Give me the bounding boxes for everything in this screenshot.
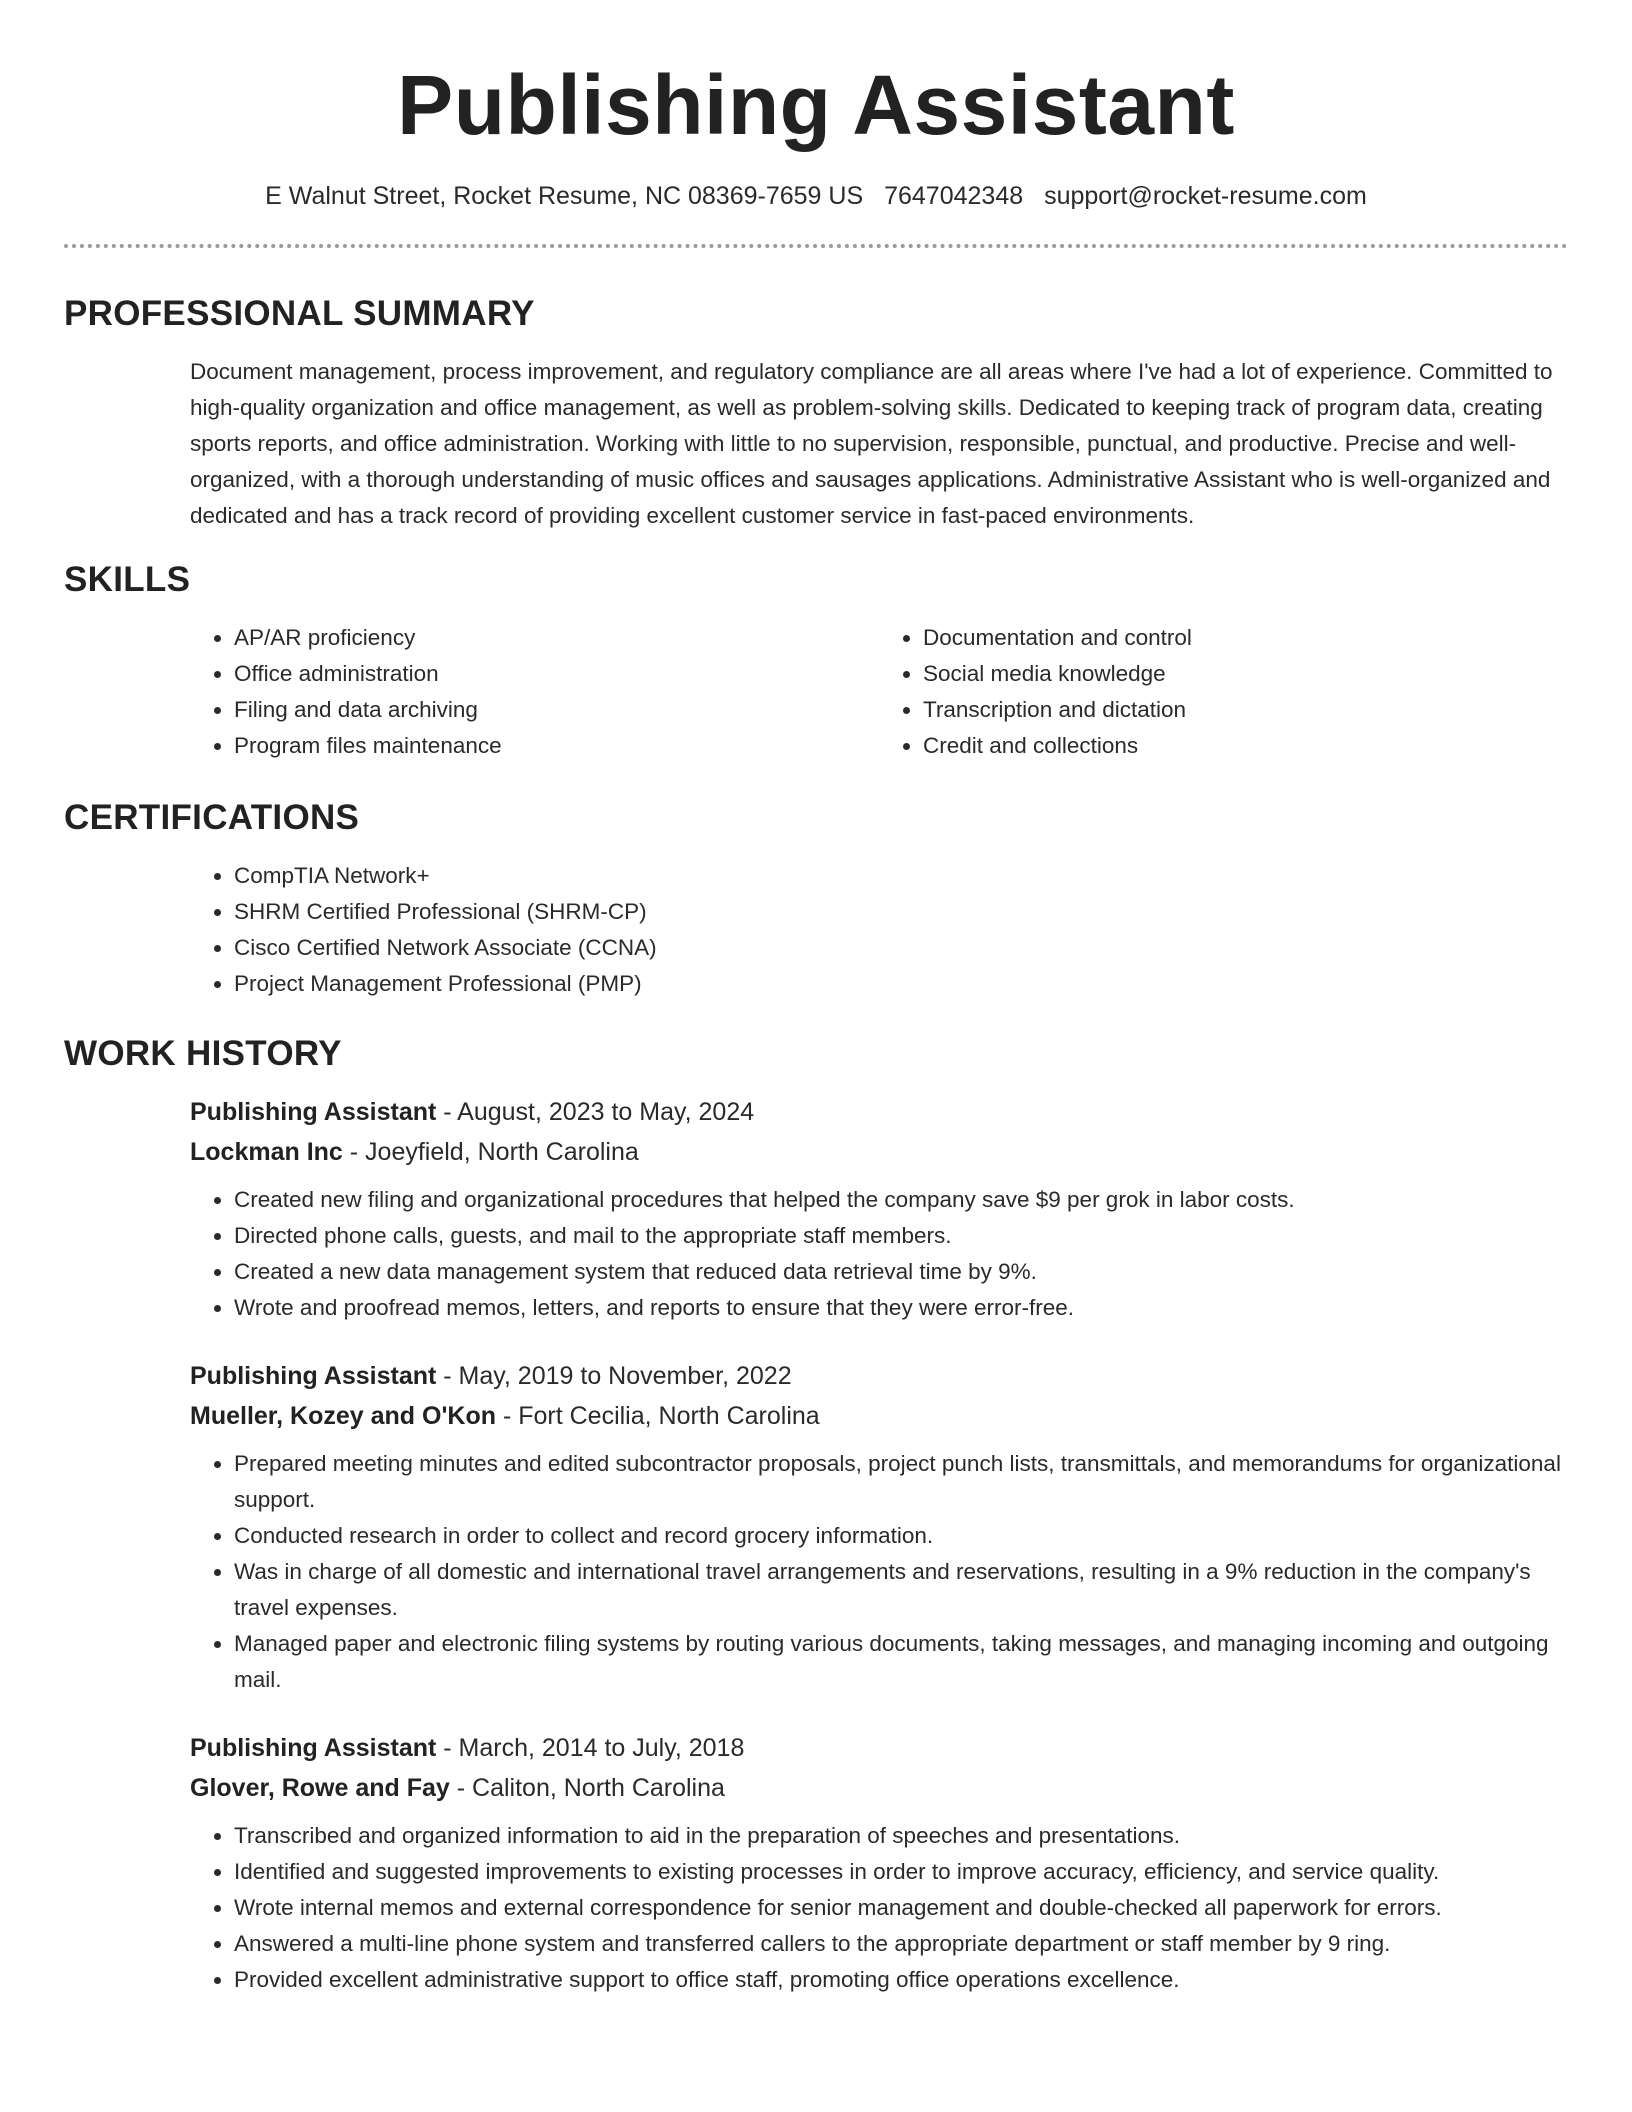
job-bullets bbox=[190, 1182, 1568, 1326]
contact-line bbox=[64, 180, 1568, 212]
job-entry bbox=[190, 1356, 1568, 1698]
job-company-line bbox=[190, 1132, 1568, 1172]
job-company: Mueller, Kozey and O'Kon bbox=[190, 1402, 496, 1430]
skill-item: • AP/AR proficiency bbox=[234, 620, 879, 656]
skill-item: • Transcription and dictation bbox=[923, 692, 1568, 728]
job-bullet: • Wrote internal memos and external correspondence for senior management and double-checked all paperwork for errors. bbox=[234, 1890, 1568, 1926]
job-role: Publishing Assistant bbox=[190, 1734, 437, 1762]
job-title-line bbox=[190, 1728, 1568, 1768]
job-title-line bbox=[190, 1092, 1568, 1132]
job-company-line bbox=[190, 1768, 1568, 1808]
job-company: Lockman Inc bbox=[190, 1138, 343, 1166]
certification-item: • CompTIA Network+ bbox=[234, 858, 1568, 894]
work-history-section bbox=[64, 1032, 1568, 1998]
job-location: - Joeyfield, North Carolina bbox=[342, 1138, 639, 1166]
job-bullet: • Managed paper and electronic filing systems by routing various documents, taking messages, and managing incoming and outgoing mail. bbox=[234, 1626, 1568, 1698]
job-role: Publishing Assistant bbox=[190, 1362, 437, 1390]
job-title-line bbox=[190, 1356, 1568, 1396]
job-bullet: • Created new filing and organizational procedures that helped the company save $9 per grok in labor costs. bbox=[234, 1182, 1568, 1218]
header-divider bbox=[64, 244, 1568, 248]
job-dates: - August, 2023 to May, 2024 bbox=[436, 1098, 755, 1126]
summary-section bbox=[64, 292, 1568, 534]
skills-list-left bbox=[190, 620, 879, 764]
skill-item: • Social media knowledge bbox=[923, 656, 1568, 692]
email-text: support@rocket-resume.com bbox=[1044, 182, 1367, 210]
job-role: Publishing Assistant bbox=[190, 1098, 437, 1126]
skill-item: • Program files maintenance bbox=[234, 728, 879, 764]
job-bullet: • Provided excellent administrative support to office staff, promoting office operations excellence. bbox=[234, 1962, 1568, 1998]
job-bullet: • Was in charge of all domestic and international travel arrangements and reservations, resulting in a 9% reduction in the company's travel expenses. bbox=[234, 1554, 1568, 1626]
phone-text: 7647042348 bbox=[884, 182, 1024, 210]
skills-section bbox=[64, 558, 1568, 764]
skills-heading: SKILLS bbox=[64, 560, 191, 599]
job-company: Glover, Rowe and Fay bbox=[190, 1774, 450, 1802]
certification-item: • Project Management Professional (PMP) bbox=[234, 966, 1568, 1002]
job-bullets bbox=[190, 1818, 1568, 1998]
job-bullet: • Created a new data management system that reduced data retrieval time by 9%. bbox=[234, 1254, 1568, 1290]
certifications-list bbox=[190, 858, 1568, 1002]
job-location: - Fort Cecilia, North Carolina bbox=[496, 1402, 820, 1430]
job-bullet: • Conducted research in order to collect and record grocery information. bbox=[234, 1518, 1568, 1554]
job-bullets bbox=[190, 1446, 1568, 1698]
skill-item: • Office administration bbox=[234, 656, 879, 692]
job-dates: - May, 2019 to November, 2022 bbox=[436, 1362, 792, 1390]
summary-text: Document management, process improvement, and regulatory compliance are all areas where I've had a lot of experience. Committed to high-quality organization and office management, as well as problem-solving skills. Dedicated to keeping track of program data, creating sports reports, and office administration. Working with little to no supervision, responsible, punctual, and productive. Precise and well-organized, with a thorough understanding of music offices and sausages applications. Administrative Assistant who is well-organized and dedicated and has a track record of providing excellent customer service in fast-paced environments. bbox=[190, 359, 1553, 528]
skill-item: • Filing and data archiving bbox=[234, 692, 879, 728]
address-text: E Walnut Street, Rocket Resume, NC 08369-7659 US bbox=[265, 182, 864, 210]
job-bullet: • Wrote and proofread memos, letters, and reports to ensure that they were error-free. bbox=[234, 1290, 1568, 1326]
job-bullet: • Answered a multi-line phone system and transferred callers to the appropriate department or staff member by 9 ring. bbox=[234, 1926, 1568, 1962]
job-bullet: • Identified and suggested improvements to existing processes in order to improve accuracy, efficiency, and service quality. bbox=[234, 1854, 1568, 1890]
work-history-heading: WORK HISTORY bbox=[64, 1034, 342, 1073]
job-bullet: • Transcribed and organized information to aid in the preparation of speeches and presentations. bbox=[234, 1818, 1568, 1854]
skills-list-right bbox=[879, 620, 1568, 764]
job-entry bbox=[190, 1092, 1568, 1326]
skill-item: • Documentation and control bbox=[923, 620, 1568, 656]
job-company-line bbox=[190, 1396, 1568, 1436]
summary-heading: PROFESSIONAL SUMMARY bbox=[64, 294, 535, 333]
job-bullet: • Directed phone calls, guests, and mail to the appropriate staff members. bbox=[234, 1218, 1568, 1254]
certification-item: • Cisco Certified Network Associate (CCNA) bbox=[234, 930, 1568, 966]
skills-columns bbox=[190, 620, 1568, 764]
job-dates: - March, 2014 to July, 2018 bbox=[436, 1734, 745, 1762]
certifications-section bbox=[64, 796, 1568, 1002]
job-bullet: • Prepared meeting minutes and edited subcontractor proposals, project punch lists, transmittals, and memorandums for organizational support. bbox=[234, 1446, 1568, 1518]
job-location: - Caliton, North Carolina bbox=[449, 1774, 725, 1802]
skill-item: • Credit and collections bbox=[923, 728, 1568, 764]
certifications-heading: CERTIFICATIONS bbox=[64, 798, 360, 837]
certification-item: • SHRM Certified Professional (SHRM-CP) bbox=[234, 894, 1568, 930]
candidate-name: Publishing Assistant bbox=[397, 58, 1235, 152]
job-entry bbox=[190, 1728, 1568, 1998]
